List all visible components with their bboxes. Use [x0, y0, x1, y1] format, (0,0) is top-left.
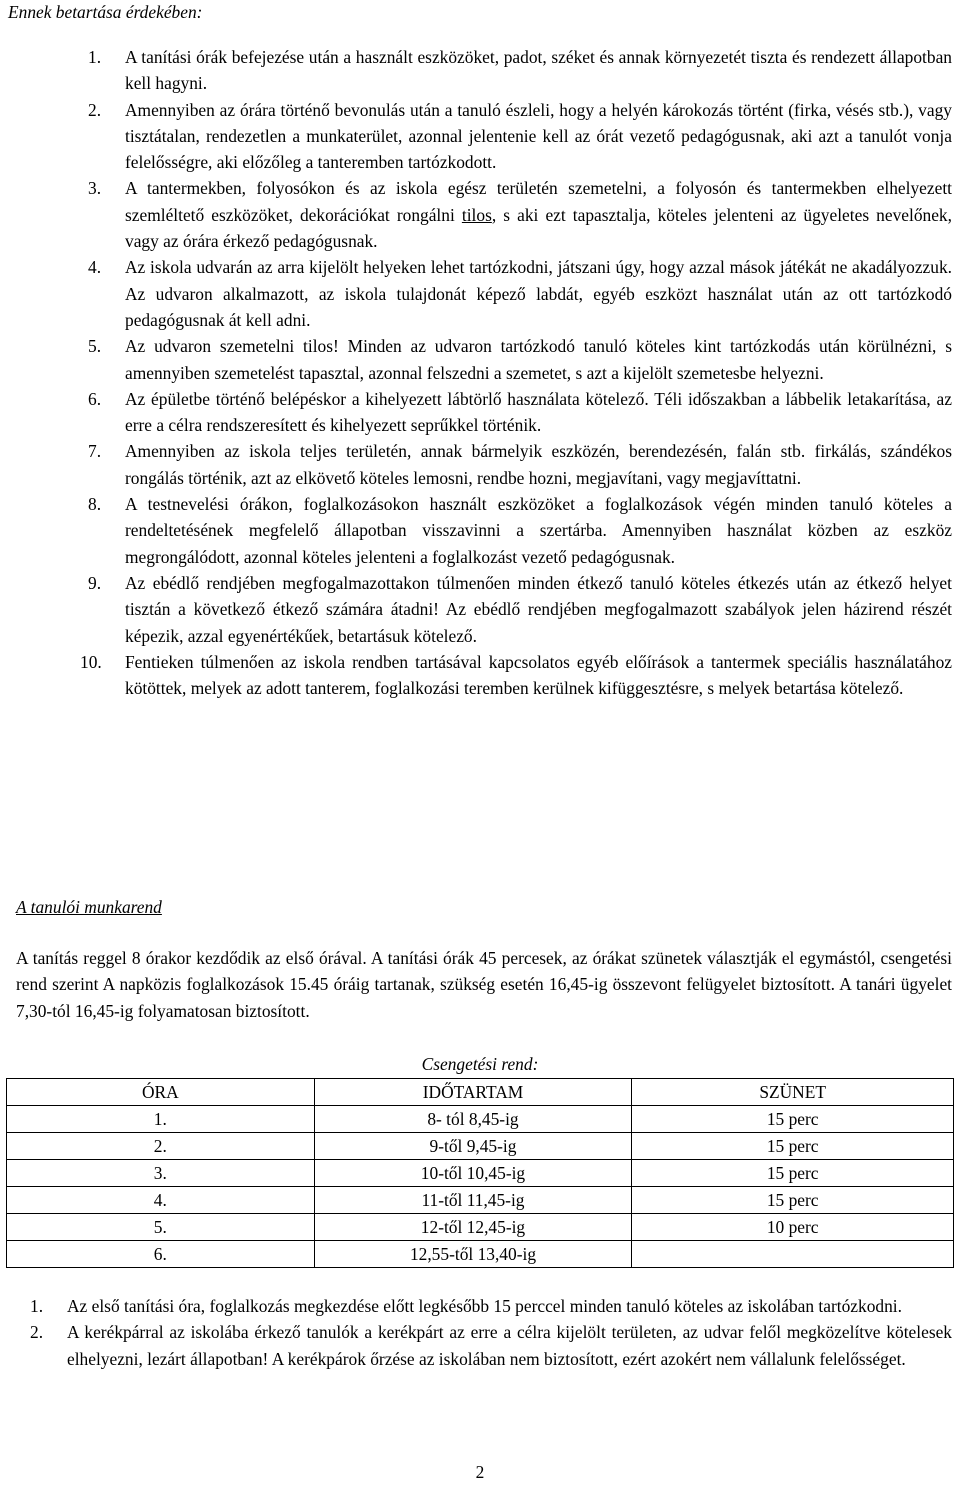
rule-item: [0, 491, 952, 570]
column-header: SZÜNET: [632, 1079, 954, 1106]
rule-text: Az ebédlő rendjében megfogalmazottakon túlmenően minden étkező tanuló köteles étkezés után az étkező helyet tisztán a következő étkező számára átadni! Az ebédlő rendjében megfogalmazott szabályok jelen házirend részét képezik, azzal egyenértékűek, betartásuk kötelező.: [125, 572, 952, 646]
note-item: [0, 1319, 952, 1372]
column-header: ÓRA: [7, 1079, 315, 1106]
note-item: [0, 1293, 952, 1319]
note-number: 1.: [30, 1296, 44, 1316]
note-number: 2.: [30, 1322, 44, 1343]
table-cell: 2.: [7, 1133, 315, 1160]
rule-number: 2.: [88, 99, 102, 120]
bell-schedule-caption: Csengetési rend:: [421, 1054, 539, 1074]
notes-list: [0, 1293, 952, 1372]
rule-number: 6.: [88, 388, 102, 409]
column-header: IDŐTARTAM: [314, 1079, 632, 1106]
rule-text: A tantermekben, folyosókon és az iskola egész területén szemetelni, a folyosón és tantermekben elhelyezett szemléltető eszközöket, dekorációkat rongálni: [125, 178, 952, 225]
note-text: A kerékpárral az iskolába érkező tanulók a kerékpárt az erre a célra kijelölt területen, az udvar felől megközelítve kötelesek elhelyezni, lezárt állapotban! A kerékpárok őrzése az iskolában nem biztosított, ezért azokért nem vállalunk felelősséget.: [67, 1322, 952, 1369]
rule-text: Fentieken túlmenően az iskola rendben tartásával kapcsolatos egyéb előírások a tantermek speciális használatához kötöttek, melyek az adott tanterem, foglalkozási teremben kerülnek kifüggesztésre, s melyek betartása kötelező.: [125, 651, 952, 699]
table-cell: [632, 1241, 954, 1268]
rule-number: 3.: [88, 178, 102, 199]
table-cell: 15 perc: [632, 1187, 954, 1214]
table-cell: 10 perc: [632, 1214, 954, 1241]
table-header-row: [7, 1079, 954, 1106]
rule-text: Az iskola udvarán az arra kijelölt helyeken lehet tartózkodni, játszani úgy, hogy azzal mások játékát ne akadályozzuk. Az udvaron alkalmazott, az iskola tulajdonát képező labdát, egyéb eszközt használat után az ott tartózkodó pedagógusnak át kell adni.: [125, 257, 952, 330]
note-text: Az első tanítási óra, foglalkozás megkezdése előtt legkésőbb 15 perccel minden tanuló köteles az iskolában tartózkodni.: [67, 1296, 902, 1316]
rule-number: 8.: [88, 494, 102, 515]
rule-text: A tanítási órák befejezése után a használt eszközöket, padot, széket és annak környezetét tiszta és rendezett állapotban kell hagyni.: [125, 47, 952, 94]
rule-number: 1.: [88, 47, 102, 67]
table-cell: 3.: [7, 1160, 315, 1187]
page-number: 2: [475, 1462, 485, 1482]
emphasis-underlined: tilos: [461, 204, 492, 225]
rule-text: Amennyiben az iskola teljes területén, annak bármelyik eszközén, berendezésén, falán stb. firkálás, szándékos rongálás történik, azt az elkövető köteles lemosni, rendbe hozni, megjavítani, vagy megjavíttatni.: [125, 441, 952, 488]
table-row: [7, 1241, 954, 1268]
rule-text: A testnevelési órákon, foglalkozásokon használt eszközöket a foglalkozások végén minden tanuló köteles a rendeltetésének megfelelő állapotban visszavinni a szertárba. Amennyiben használat közben az eszköz megrongálódott, azonnal köteles jelenteni a foglalkozást vezető pedagógusnak.: [125, 494, 952, 567]
table-row: [7, 1187, 954, 1214]
table-cell: 4.: [7, 1187, 315, 1214]
table-cell: 5.: [7, 1214, 315, 1241]
section-heading: Ennek betartása érdekében:: [8, 2, 203, 22]
rule-text: Amennyiben az órára történő bevonulás után a tanuló észleli, hogy a helyén károkozás történt (firka, vésés stb.), vagy tisztátalan, rendezetlen a munkaterület, azonnal jelentenie kell az órát vezető pedagógusnak, aki azt a tanulót vonja felelősségre, aki előzőleg a tanteremben tartózkodott.: [125, 99, 952, 173]
table-cell: 11-től 11,45-ig: [314, 1187, 632, 1214]
table-cell: 15 perc: [632, 1133, 954, 1160]
table-row: [7, 1133, 954, 1160]
table-cell: 8- tól 8,45-ig: [314, 1106, 632, 1133]
table-cell: 10-től 10,45-ig: [314, 1160, 632, 1187]
rule-number: 5.: [88, 336, 102, 357]
rules-list: [0, 44, 952, 701]
rule-text: Az udvaron szemetelni tilos! Minden az udvaron tartózkodó tanuló köteles kint tartózkodás után körülnézni, s amennyiben szemetelést tapasztal, azonnal felszedni a szemetet, s azt a kijelölt szemetesbe helyezni.: [125, 336, 952, 383]
table-cell: 15 perc: [632, 1106, 954, 1133]
bell-schedule-table: [6, 1078, 954, 1268]
rule-item: [0, 44, 952, 97]
rule-item: [0, 649, 952, 702]
rule-text: , s aki ezt tapasztalja, köteles jelenteni az ügyeletes nevelőnek, vagy az órára érkező pedagógusnak.: [125, 204, 952, 252]
rule-number: 10.: [80, 651, 102, 672]
table-cell: 1.: [7, 1106, 315, 1133]
schedule-paragraph: A tanítás reggel 8 órakor kezdődik az első órával. A tanítási órák 45 percesek, az órákat szünetek választják el egymástól, csengetési rend szerint A napközis foglalkozások 15.45 óráig tartanak, szükség esetén 16,45-ig összevont felügyelet biztosított. A tanári ügyelet 7,30-tól 16,45-ig folyamatosan biztosított.: [16, 948, 952, 1021]
table-cell: 9-től 9,45-ig: [314, 1133, 632, 1160]
rule-number: 7.: [88, 441, 102, 462]
rule-item: [0, 438, 952, 491]
rule-item: [0, 97, 952, 176]
rule-number: 4.: [88, 257, 102, 278]
rule-item: [0, 386, 952, 439]
rule-item: [0, 175, 952, 254]
table-row: [7, 1160, 954, 1187]
rule-item: [0, 333, 952, 386]
section-title: A tanulói munkarend: [16, 897, 162, 917]
table-cell: 15 perc: [632, 1160, 954, 1187]
table-cell: 12,55-től 13,40-ig: [314, 1241, 632, 1268]
rule-item: [0, 254, 952, 333]
table-cell: 12-től 12,45-ig: [314, 1214, 632, 1241]
rule-number: 9.: [88, 572, 102, 593]
table-row: [7, 1106, 954, 1133]
table-cell: 6.: [7, 1241, 315, 1268]
rule-item: [0, 570, 952, 649]
table-row: [7, 1214, 954, 1241]
rule-text: Az épületbe történő belépéskor a kihelyezett lábtörlő használata kötelező. Téli időszakban a lábbelik letakarítása, az erre a célra rendszeresített és kihelyezett seprűkkel történik.: [125, 388, 952, 436]
